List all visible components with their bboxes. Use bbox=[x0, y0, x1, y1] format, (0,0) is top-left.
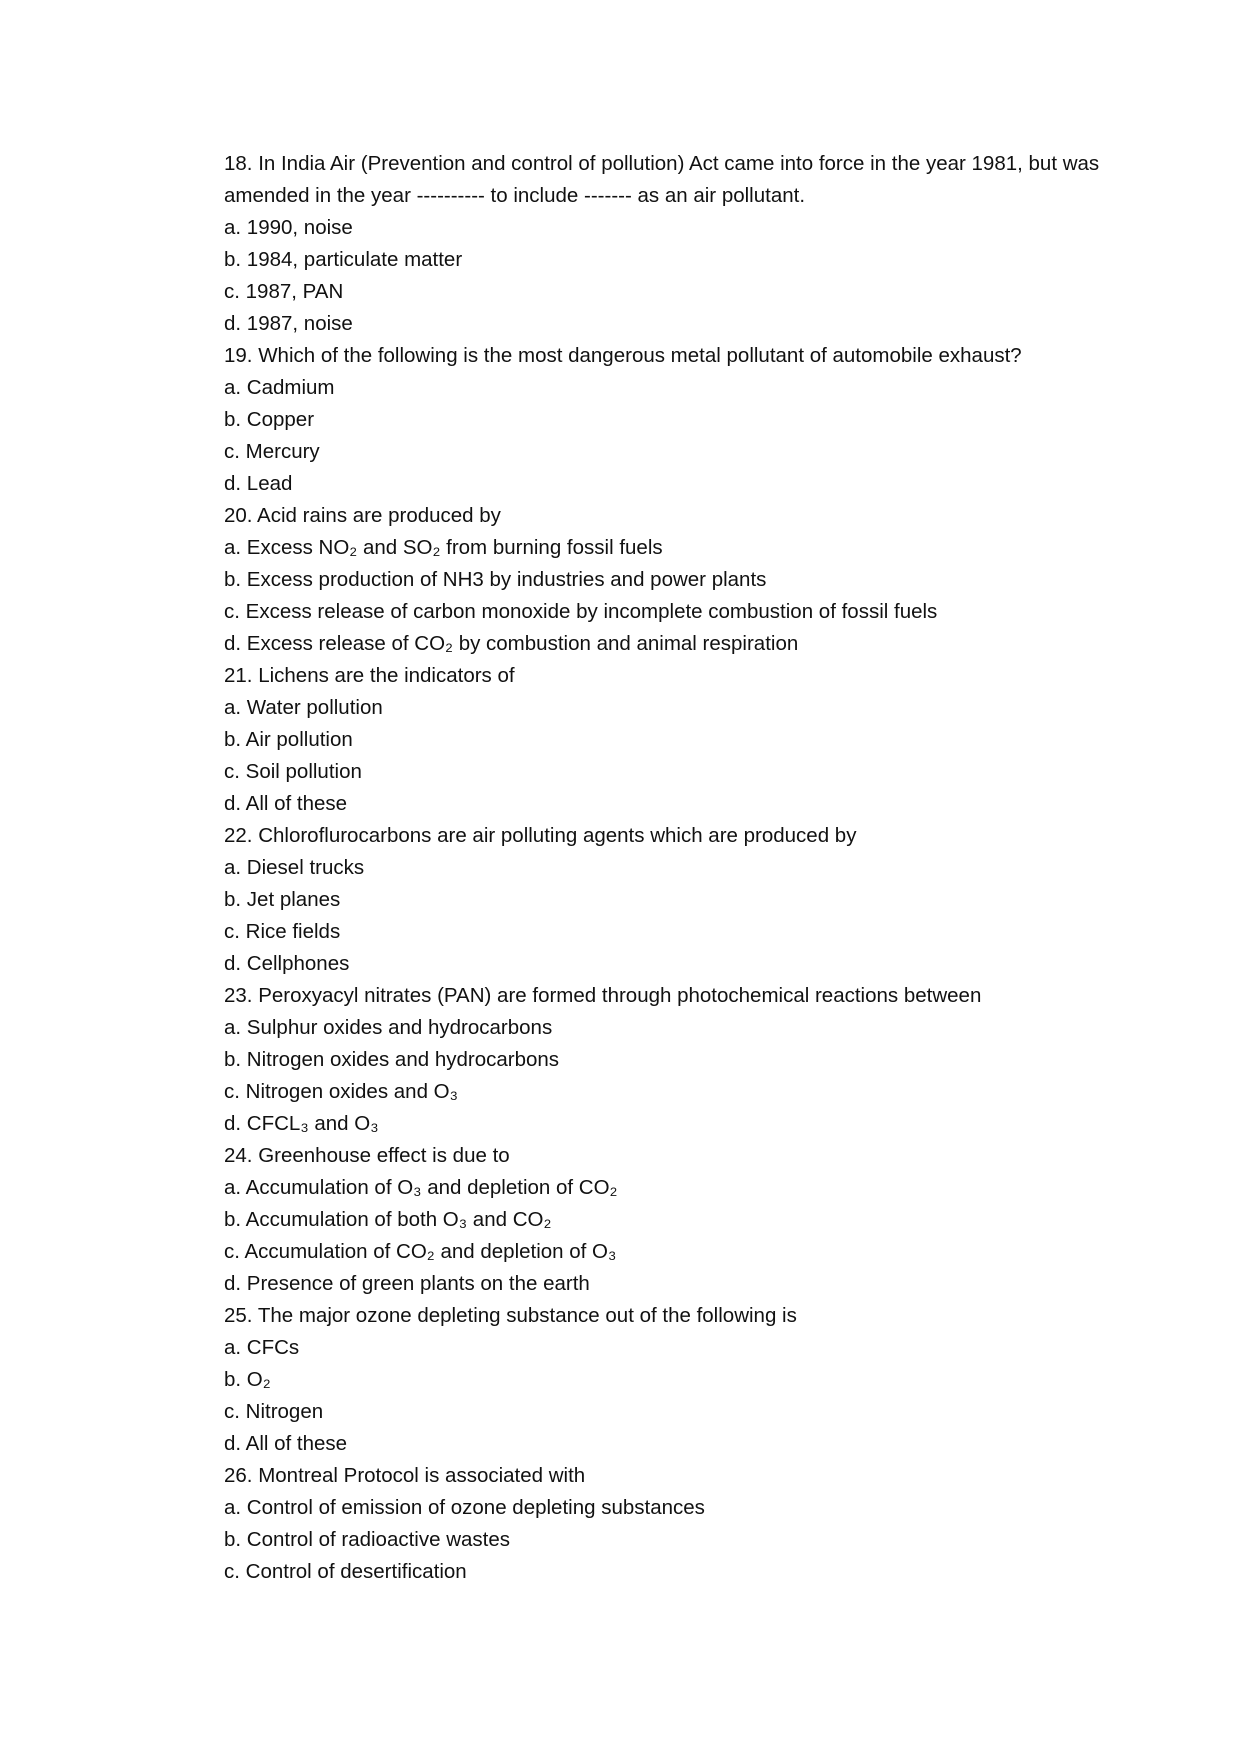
option-18a: a. 1990, noise bbox=[224, 216, 353, 239]
option-24a: a. Accumulation of O₃ and depletion of CO₂ bbox=[224, 1176, 618, 1199]
question-19: 19. Which of the following is the most dangerous metal pollutant of automobile exhaust? bbox=[224, 344, 1022, 367]
option-24b: b. Accumulation of both O₃ and CO₂ bbox=[224, 1208, 552, 1231]
question-20: 20. Acid rains are produced by bbox=[224, 504, 501, 527]
option-25a: a. CFCs bbox=[224, 1336, 300, 1359]
question-26: 26. Montreal Protocol is associated with bbox=[224, 1464, 586, 1487]
option-20a: a. Excess NO₂ and SO₂ from burning fossil fuels bbox=[224, 536, 663, 559]
option-21a: a. Water pollution bbox=[224, 696, 383, 719]
option-26c: c. Control of desertification bbox=[224, 1560, 467, 1583]
question-18: 18. In India Air (Prevention and control of pollution) Act came into force in the year 1981, but was amended in the year ---------- to include ------- as an air pollutant. bbox=[224, 152, 1100, 207]
option-23b: b. Nitrogen oxides and hydrocarbons bbox=[224, 1048, 560, 1071]
option-25d: d. All of these bbox=[224, 1432, 348, 1455]
option-20c: c. Excess release of carbon monoxide by incomplete combustion of fossil fuels bbox=[224, 600, 938, 623]
option-20d: d. Excess release of CO₂ by combustion and animal respiration bbox=[224, 632, 799, 655]
option-23d: d. CFCL₃ and O₃ bbox=[224, 1112, 379, 1135]
option-23c: c. Nitrogen oxides and O₃ bbox=[224, 1080, 458, 1103]
option-19a: a. Cadmium bbox=[224, 376, 335, 399]
option-20b: b. Excess production of NH3 by industries and power plants bbox=[224, 568, 767, 591]
option-21c: c. Soil pollution bbox=[224, 760, 362, 783]
question-24: 24. Greenhouse effect is due to bbox=[224, 1144, 510, 1167]
option-24c: c. Accumulation of CO₂ and depletion of O₃ bbox=[224, 1240, 617, 1263]
option-22b: b. Jet planes bbox=[224, 888, 341, 911]
option-21b: b. Air pollution bbox=[224, 728, 353, 751]
option-18d: d. 1987, noise bbox=[224, 312, 353, 335]
question-22: 22. Chloroflurocarbons are air polluting agents which are produced by bbox=[224, 824, 857, 847]
option-18c: c. 1987, PAN bbox=[224, 280, 344, 303]
option-18b: b. 1984, particulate matter bbox=[224, 248, 463, 271]
option-26b: b. Control of radioactive wastes bbox=[224, 1528, 510, 1551]
option-19b: b. Copper bbox=[224, 408, 315, 431]
option-23a: a. Sulphur oxides and hydrocarbons bbox=[224, 1016, 553, 1039]
option-21d: d. All of these bbox=[224, 792, 348, 815]
option-22c: c. Rice fields bbox=[224, 920, 341, 943]
option-25c: c. Nitrogen bbox=[224, 1400, 324, 1423]
option-22a: a. Diesel trucks bbox=[224, 856, 365, 879]
question-list bbox=[224, 148, 1104, 1588]
option-22d: d. Cellphones bbox=[224, 952, 350, 975]
option-19c: c. Mercury bbox=[224, 440, 320, 463]
question-21: 21. Lichens are the indicators of bbox=[224, 664, 515, 687]
question-25: 25. The major ozone depleting substance out of the following is bbox=[224, 1304, 797, 1327]
option-26a: a. Control of emission of ozone depleting substances bbox=[224, 1496, 705, 1519]
option-19d: d. Lead bbox=[224, 472, 293, 495]
option-24d: d. Presence of green plants on the earth bbox=[224, 1272, 590, 1295]
question-23: 23. Peroxyacyl nitrates (PAN) are formed through photochemical reactions between bbox=[224, 984, 982, 1007]
option-25b: b. O₂ bbox=[224, 1368, 271, 1391]
